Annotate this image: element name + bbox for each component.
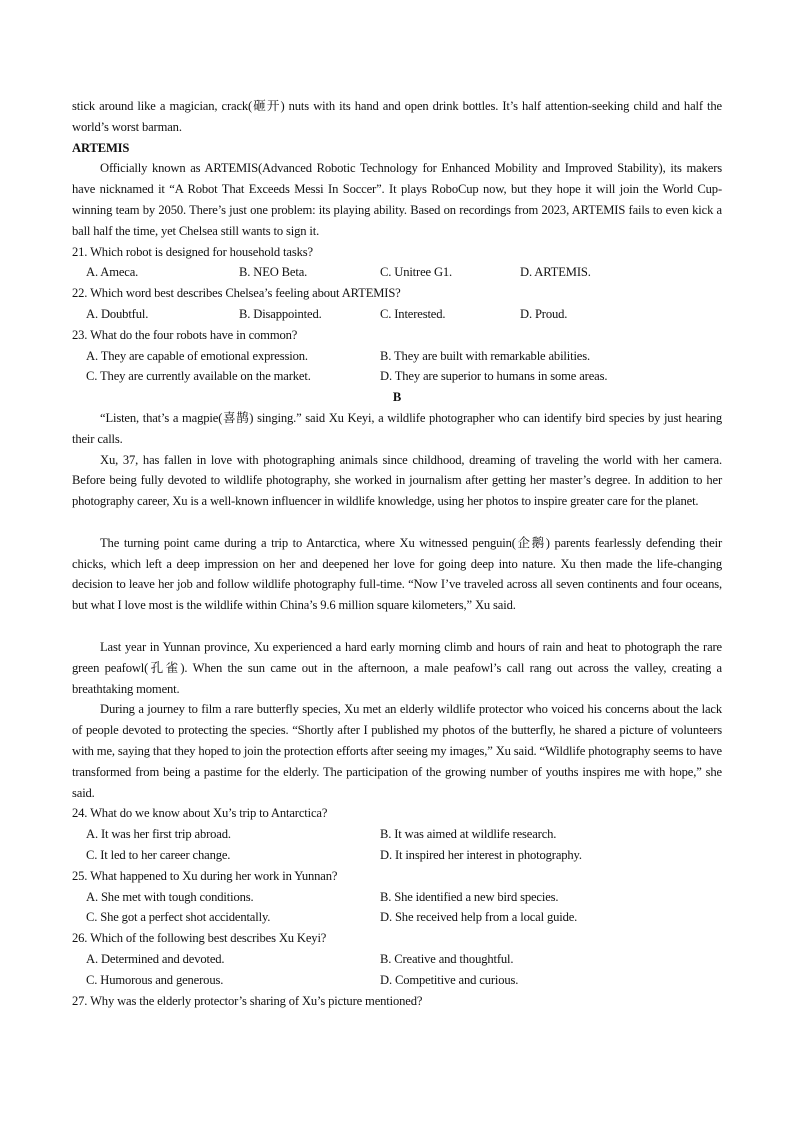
option-25-d: D. She received help from a local guide.: [380, 910, 578, 925]
option-26-b: B. Creative and thoughtful.: [380, 951, 514, 966]
option-22-c: C. Interested.: [380, 307, 446, 322]
question-25-options-cd: [72, 907, 722, 928]
question-21-options: [72, 262, 722, 283]
passage-b-paragraph-3: The turning point came during a trip to Antarctica, where Xu witnessed penguin(企鹅) parents fearlessly defending their chicks, which left a deep impression on her and deepened her love for going deep into nature. Xu then made the life-changing decision to leave her job and follow wildlife photography full-time. “Now I’ve traveled across all seven continents and four oceans, but what I love most is the wildlife within China’s 9.6 million square kilometers,” Xu said.: [72, 535, 722, 613]
question-26: 26. Which of the following best describes Xu Keyi?: [72, 931, 327, 946]
option-23-c: C. They are currently available on the market.: [86, 369, 311, 384]
question-24: 24. What do we know about Xu’s trip to Antarctica?: [72, 806, 328, 821]
question-25: 25. What happened to Xu during her work in Yunnan?: [72, 868, 338, 883]
option-21-a: A. Ameca.: [86, 265, 139, 280]
option-25-a: A. She met with tough conditions.: [86, 889, 254, 904]
option-21-c: C. Unitree G1.: [380, 265, 453, 280]
option-24-b: B. It was aimed at wildlife research.: [380, 827, 557, 842]
passage-b-paragraph-5: During a journey to film a rare butterfly species, Xu met an elderly wildlife protector who voiced his concerns about the lack of people devoted to protecting the species. “Shortly after I published my photos of the butterfly, he shared a picture of volunteers with me, saying that they hoped to join the protection efforts after seeing my images,” Xu said. “Wildlife photography seems to have transformed from being a pastime for the elderly. The participation of the growing number of youths inspires me with hope,” she said.: [72, 702, 722, 800]
question-26-options-cd: [72, 970, 722, 991]
question-24-options-ab: [72, 824, 722, 845]
question-23-options-ab: [72, 346, 722, 367]
passage-b-paragraph-2: Xu, 37, has fallen in love with photographing animals since childhood, dreaming of traveling the world with her camera. Before being fully devoted to wildlife photography, she worked in journalism after getting her master’s degree. In addition to her photography career, Xu is a well-known influencer in wildlife knowledge, using her photos to inspire greater care for the planet.: [72, 452, 722, 509]
option-21-d: D. ARTEMIS.: [520, 265, 591, 280]
question-26-options-ab: [72, 949, 722, 970]
question-21: 21. Which robot is designed for household tasks?: [72, 244, 313, 259]
continuation-paragraph: stick around like a magician, crack(砸开) nuts with its hand and open drink bottles. It’s half attention-seeking child and half the world’s worst barman.: [72, 99, 722, 134]
question-24-options-cd: [72, 845, 722, 866]
question-27: 27. Why was the elderly protector’s sharing of Xu’s picture mentioned?: [72, 993, 423, 1008]
passage-b-paragraph-1: “Listen, that’s a magpie(喜鹊) singing.” said Xu Keyi, a wildlife photographer who can identify bird species by just hearing their calls.: [72, 411, 722, 446]
exam-page: [72, 96, 722, 1011]
option-21-b: B. NEO Beta.: [239, 265, 308, 280]
option-23-d: D. They are superior to humans in some areas.: [380, 369, 608, 384]
option-25-b: B. She identified a new bird species.: [380, 889, 559, 904]
option-23-b: B. They are built with remarkable abilities.: [380, 348, 590, 363]
option-26-a: A. Determined and devoted.: [86, 951, 225, 966]
section-b-heading: B: [392, 390, 402, 405]
option-26-c: C. Humorous and generous.: [86, 972, 224, 987]
question-23: 23. What do the four robots have in common?: [72, 327, 298, 342]
robot-heading-artemis: ARTEMIS: [72, 140, 130, 155]
option-22-a: A. Doubtful.: [86, 307, 149, 322]
option-24-a: A. It was her first trip abroad.: [86, 827, 231, 842]
option-22-d: D. Proud.: [520, 307, 568, 322]
question-22-options: [72, 304, 722, 325]
question-22: 22. Which word best describes Chelsea’s feeling about ARTEMIS?: [72, 286, 401, 301]
option-26-d: D. Competitive and curious.: [380, 972, 519, 987]
option-22-b: B. Disappointed.: [239, 307, 322, 322]
passage-b-paragraph-4: Last year in Yunnan province, Xu experienced a hard early morning climb and hours of rain and heat to photograph the rare green peafowl(孔雀). When the sun came out in the afternoon, a male peafowl’s call rang out across the valley, creating a breathtaking moment.: [72, 639, 722, 696]
question-23-options-cd: [72, 366, 722, 387]
option-24-d: D. It inspired her interest in photography.: [380, 847, 582, 862]
option-23-a: A. They are capable of emotional expression.: [86, 348, 308, 363]
option-24-c: C. It led to her career change.: [86, 847, 231, 862]
option-25-c: C. She got a perfect shot accidentally.: [86, 910, 271, 925]
question-25-options-ab: [72, 887, 722, 908]
artemis-paragraph: Officially known as ARTEMIS(Advanced Robotic Technology for Enhanced Mobility and Improved Stability), its makers have nicknamed it “A Robot That Exceeds Messi In Soccer”. It plays RoboCup now, but they hope it will join the World Cup-winning team by 2050. There’s just one problem: its playing ability. Based on recordings from 2023, ARTEMIS fails to even kick a ball half the time, yet Chelsea still wants to sign it.: [72, 161, 722, 238]
